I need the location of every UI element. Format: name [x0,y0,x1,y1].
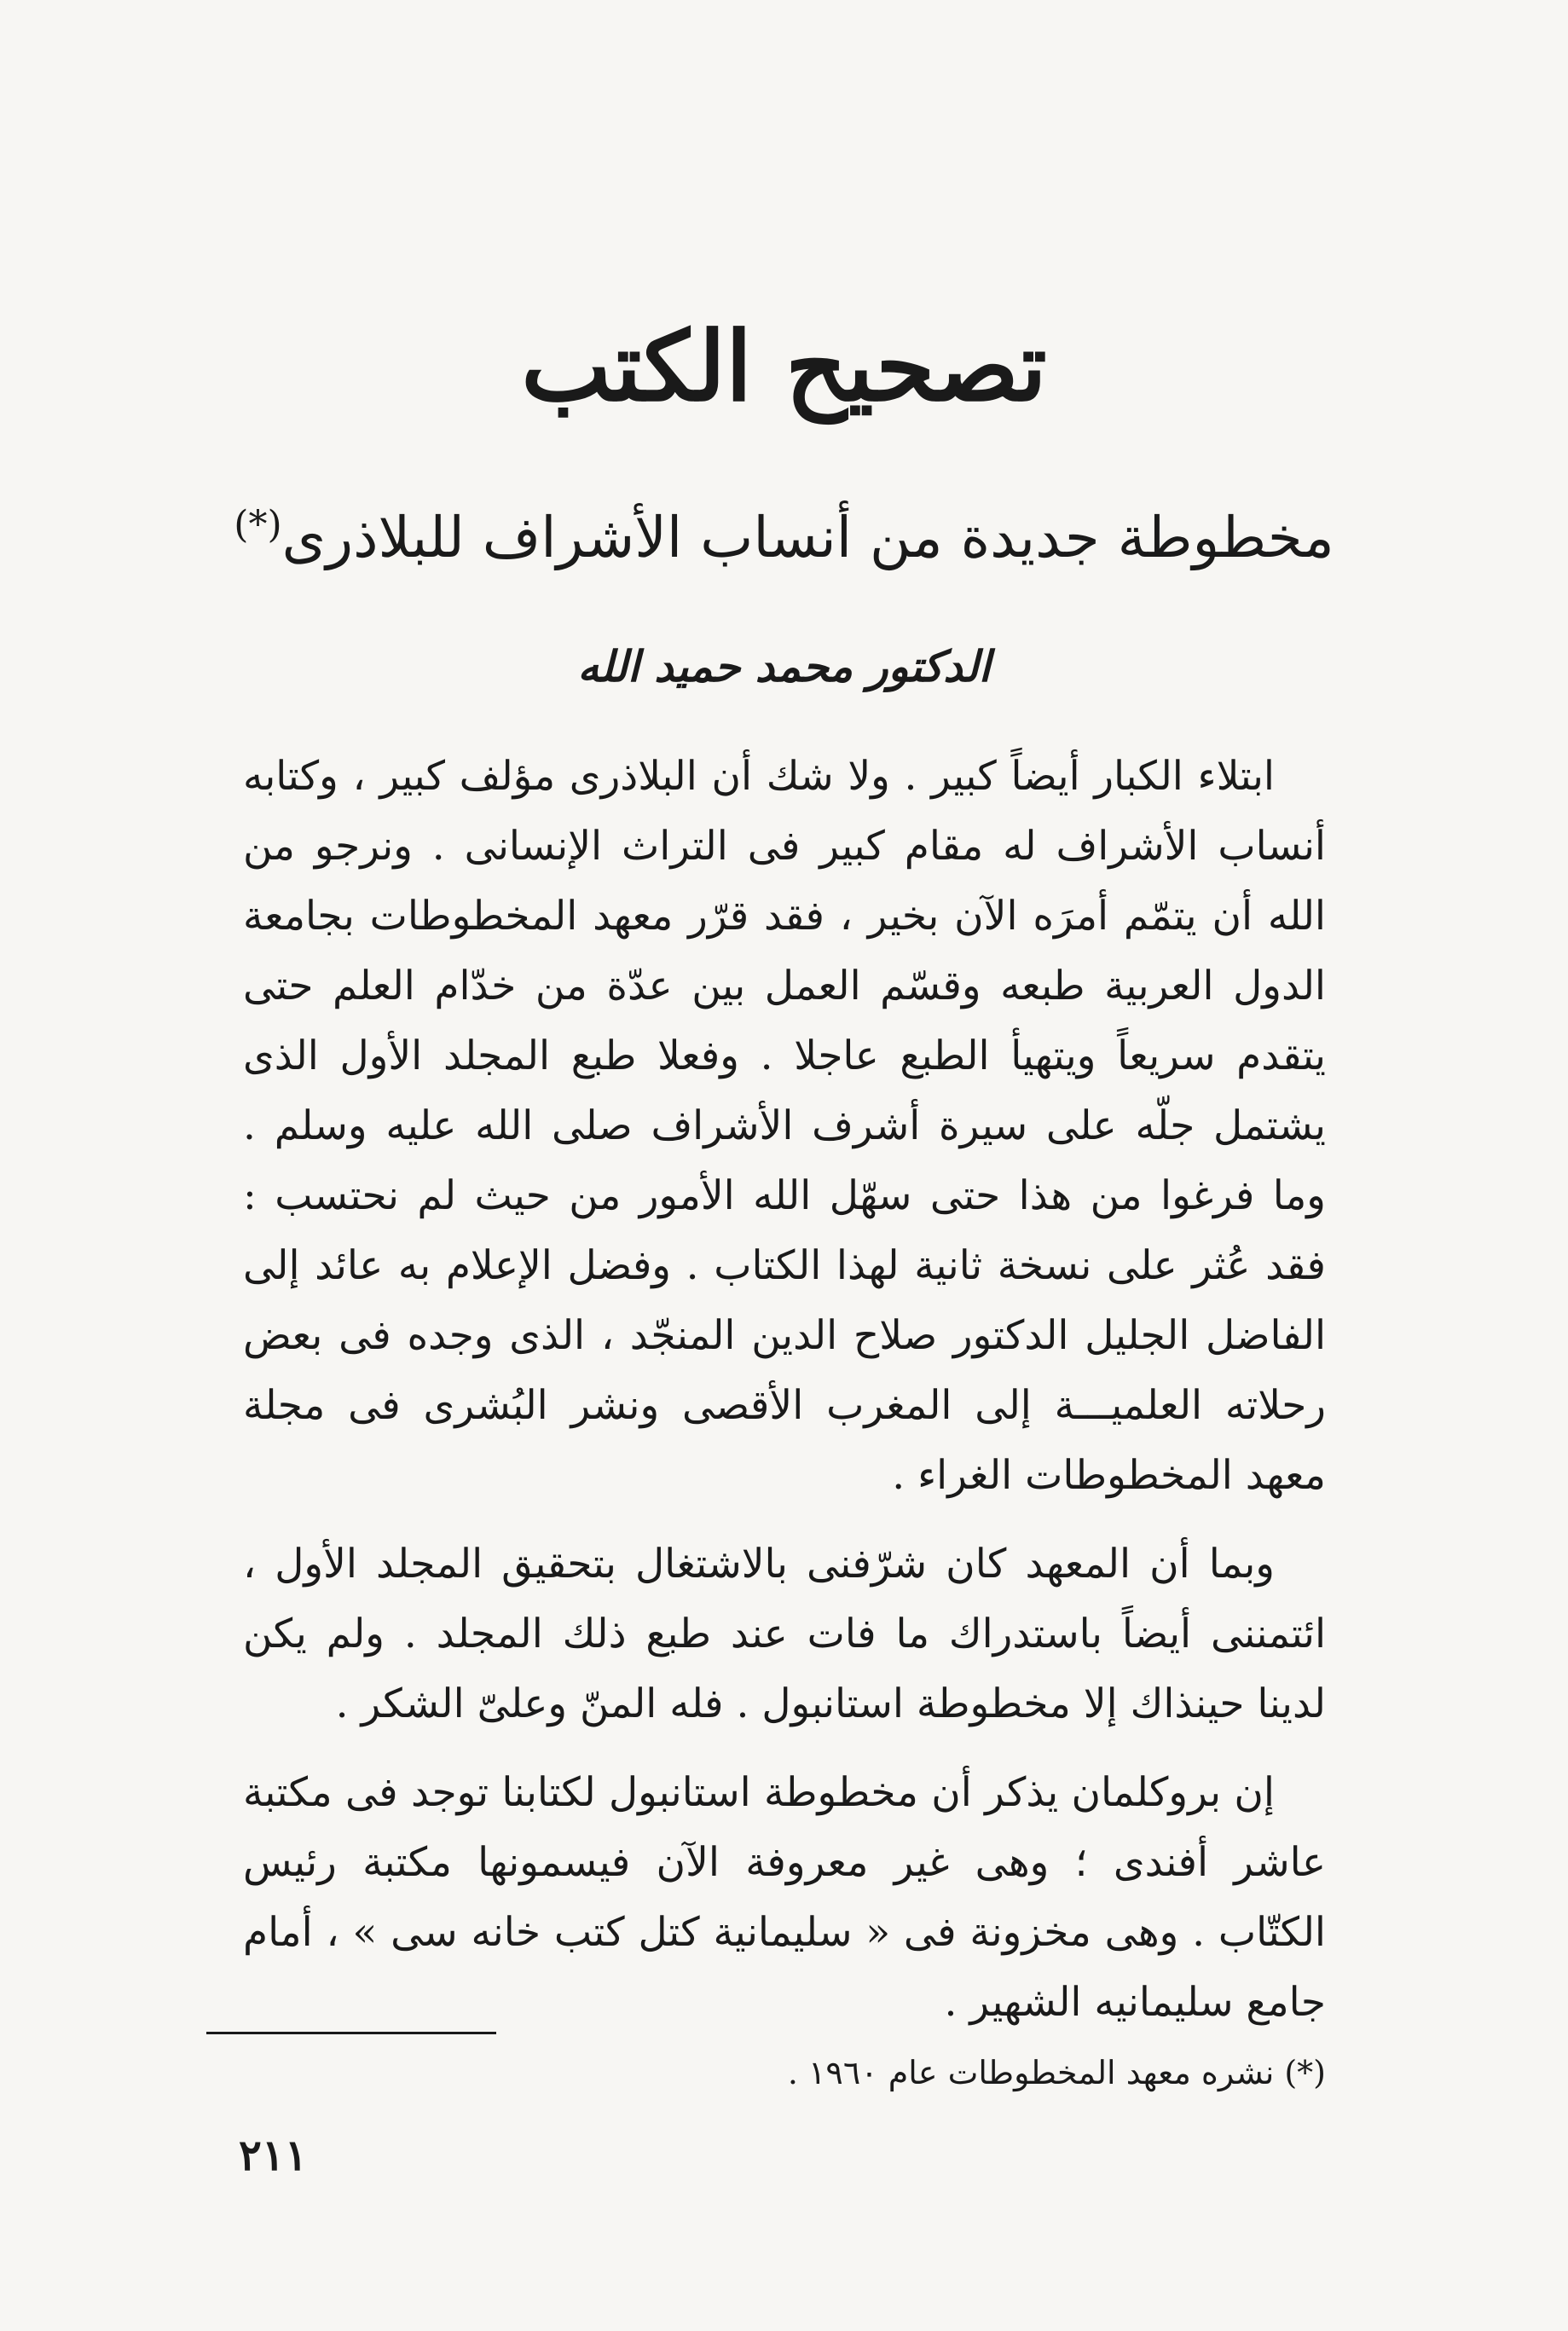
article-title-text: مخطوطة جديدة من أنساب الأشراف للبلاذرى [281,505,1334,570]
article-title [0,503,1568,571]
footnote-divider [206,2032,496,2034]
paragraph-1: ابتلاء الكبار أيضاً كبير . ولا شك أن البلاذرى مؤلف كبير ، وكتابه أنساب الأشراف له مقام كبير فى التراث الإنسانى . ونرجو من الله أن يتمّم أمرَه الآن بخير ، فقد قرّر معهد المخطوطات بجامعة الدول العربية طبعه وقسّم العمل بين عدّة من خدّام العلم حتى يتقدم سريعاً ويتهيأ الطبع عاجلا . وفعلا طبع المجلد الأول الذى يشتمل جلّه على سيرة أشرف الأشراف صلى الله عليه وسلم . وما فرغوا من هذا حتى سهّل الله الأمور من حيث لم نحتسب : فقد عُثر على نسخة ثانية لهذا الكتاب . وفضل الإعلام به عائد إلى الفاضل الجليل الدكتور صلاح الدين المنجّد ، الذى وجده فى بعض رحلاته العلميـــة إلى المغرب الأقصى ونشر البُشرى فى مجلة معهد المخطوطات الغراء . [243,753,1326,1499]
paragraph-2: وبما أن المعهد كان شرّفنى بالاشتغال بتحقيق المجلد الأول ، ائتمننى أيضاً باستدراك ما فات عند طبع ذلك المجلد . ولم يكن لدينا حينذاك إلا مخطوطة استانبول . فله المنّ وعلىّ الشكر . [243,1541,1326,1727]
footnote: (*) نشره معهد المخطوطات عام ١٩٦٠ . [787,2054,1326,2091]
author-name: الدكتور محمد حميد الله [577,641,991,691]
paragraph-3: إن بروكلمان يذكر أن مخطوطة استانبول لكتابنا توجد فى مكتبة عاشر أفندى ؛ وهى غير معروفة الآن فيسمونها مكتبة رئيس الكتّاب . وهى مخزونة فى « سليمانية كتل كتب خانه سى » ، أمام جامع سليمانيه الشهير . [243,1769,1326,2026]
page-number: ٢١١ [239,2130,308,2180]
footnote-marker: (*) [234,503,282,547]
article-body [243,742,1326,2056]
section-title: تصحيح الكتب [521,311,1047,423]
